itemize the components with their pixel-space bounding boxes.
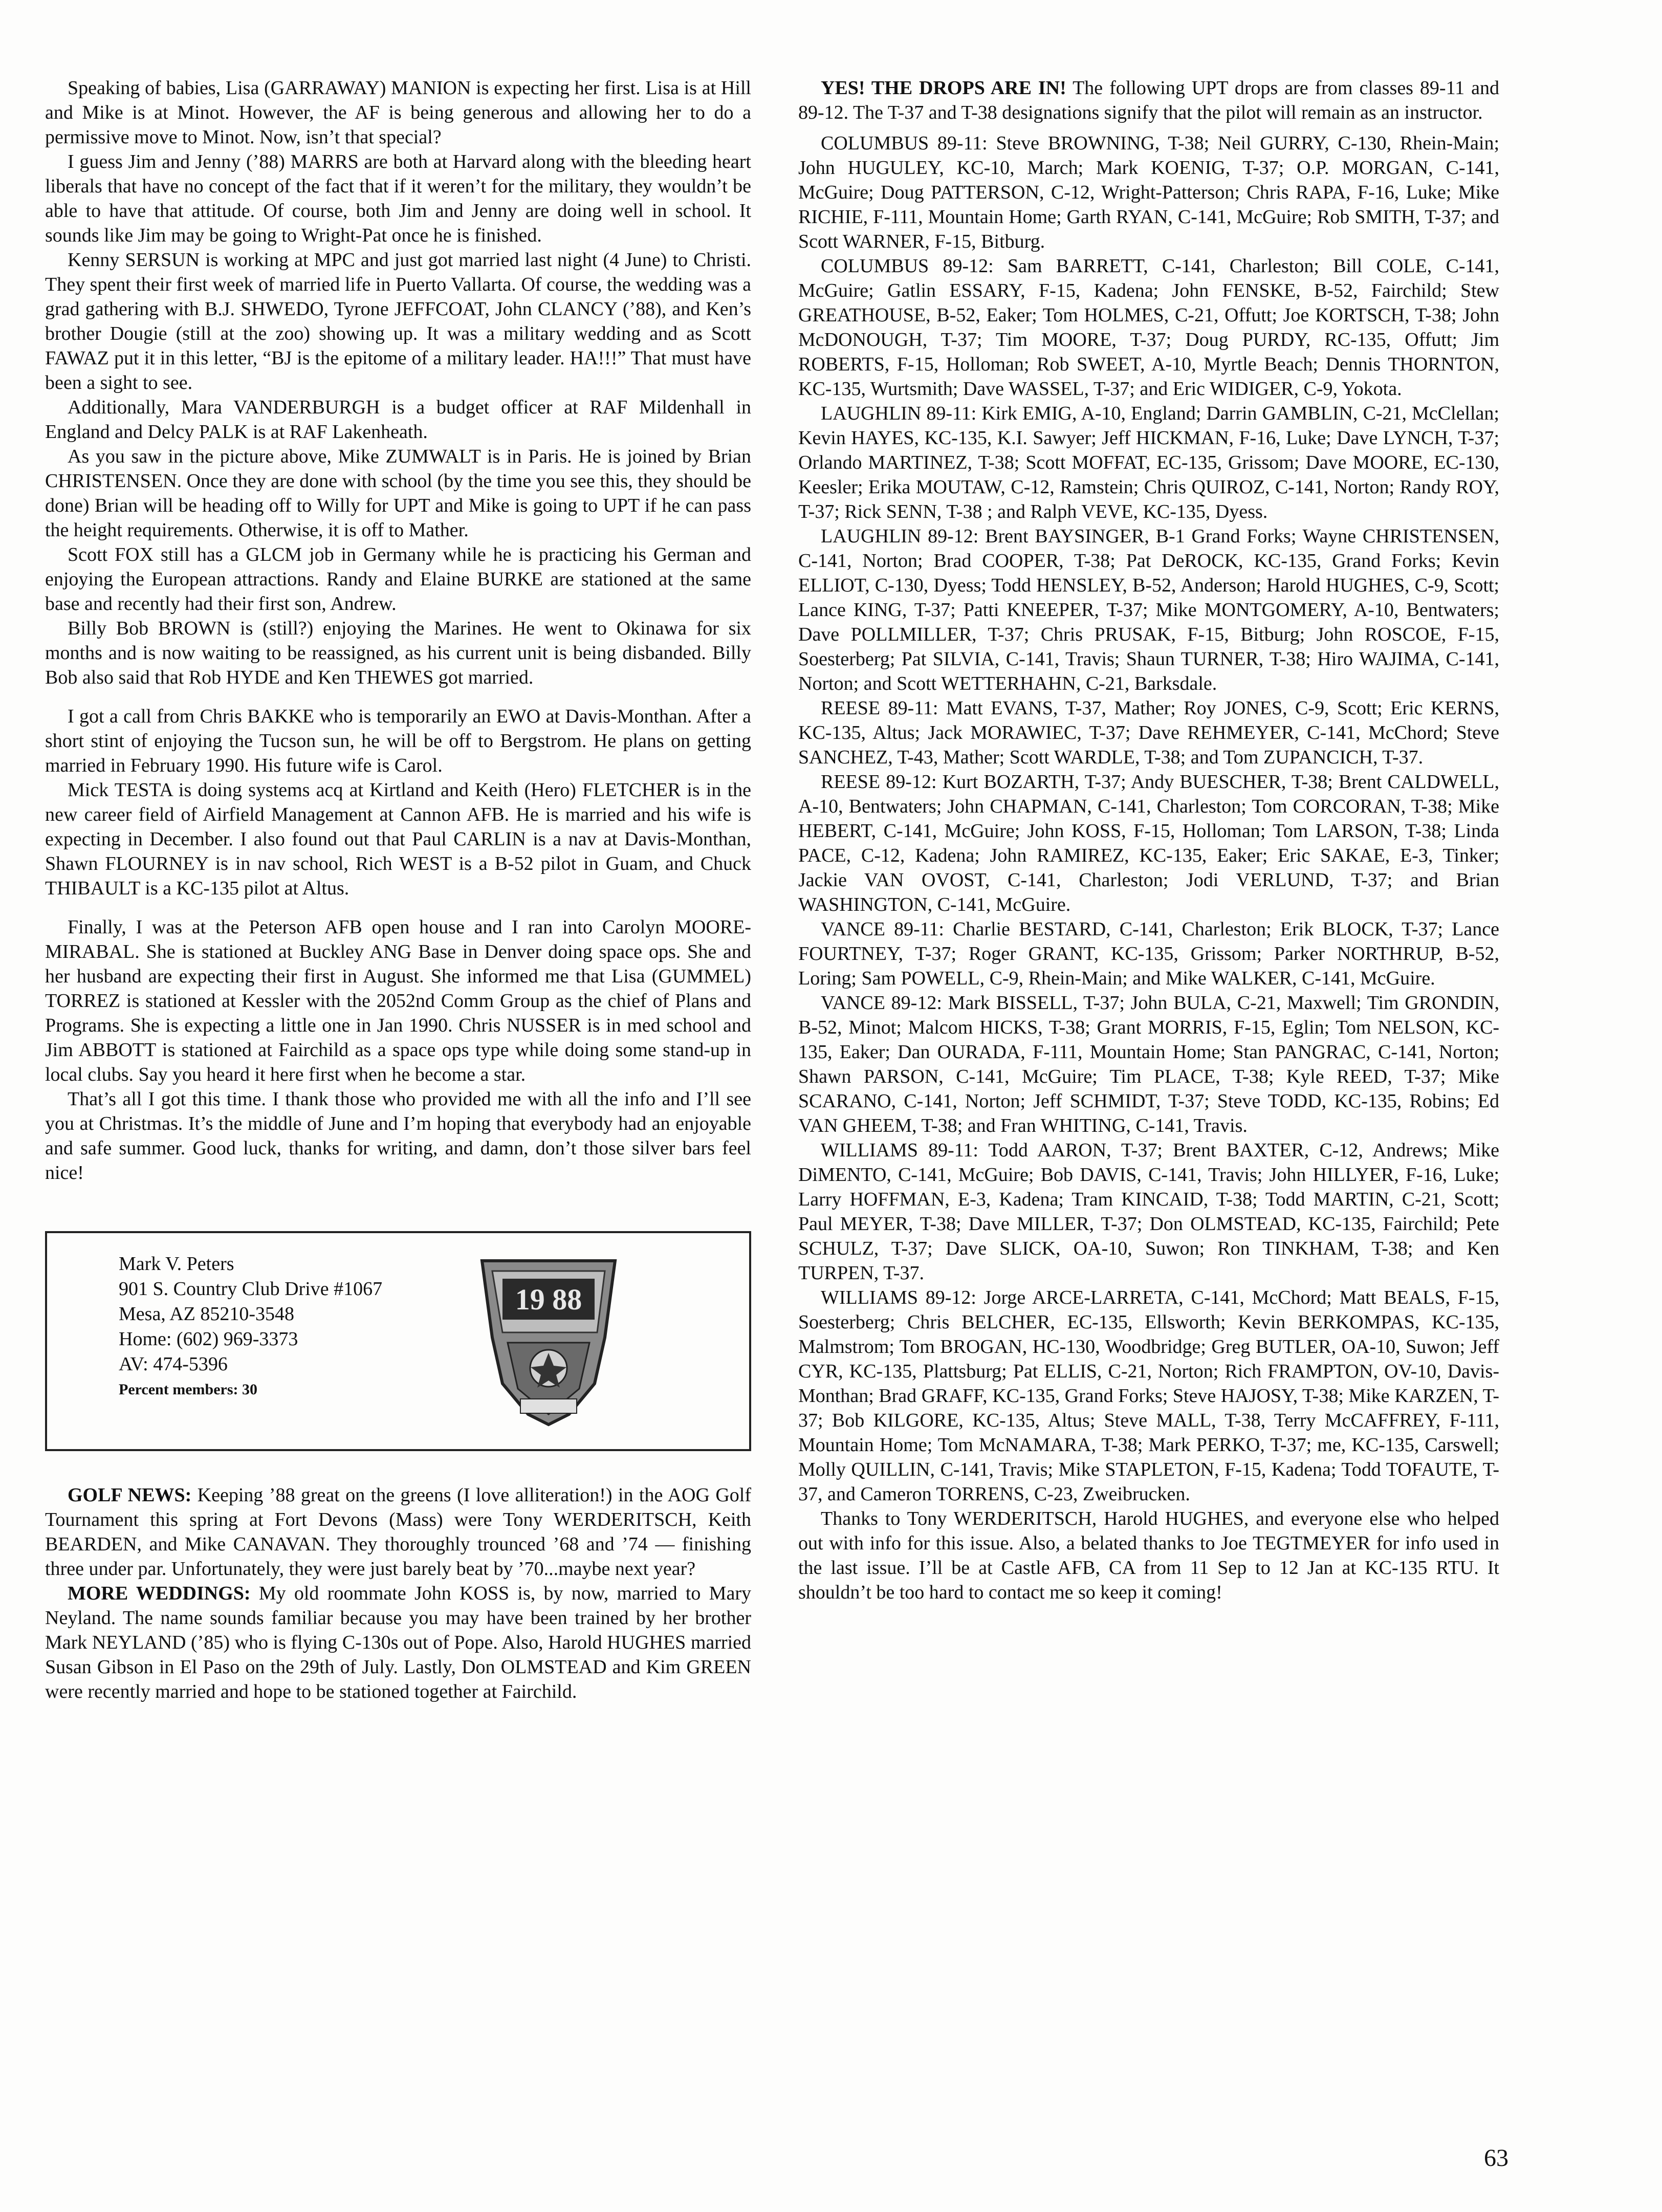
more-weddings-heading: MORE WEDDINGS: xyxy=(68,1583,251,1604)
page-number: 63 xyxy=(1484,2144,1508,2172)
more-weddings-text: My old roommate John KOSS is, by now, married to Mary Neyland. The name sounds familiar because you may have been trained by her brother Mark NEYLAND (’85) who is flying C-130s out of Pope. Also, Harold HUGHES married Susan Gibson in El Paso on the 29th of July. Lastly, Don OLMSTEAD and Kim GREEN were recently married and hope to be stationed together at Fairchild. xyxy=(45,1583,751,1702)
drops-heading: YES! THE DROPS ARE IN! xyxy=(821,77,1066,99)
paragraph: Additionally, Mara VANDERBURGH is a budget officer at RAF Mildenhall in England and Delcy PALK is at RAF Lakenheath. xyxy=(45,397,751,443)
closing-thanks-paragraph: Thanks to Tony WERDERITSCH, Harold HUGHES, and everyone else who helped out with info for this issue. Also, a belated thanks to Joe TEGTMEYER for info used in the last issue. I’ll be at Castle AFB, CA from 11 Sep to 12 Jan at KC-135 RTU. It shouldn’t be too hard to contact me so keep it coming! xyxy=(798,1508,1499,1603)
crest-year-text: 19 88 xyxy=(515,1283,582,1316)
drops-intro-paragraph xyxy=(798,76,1499,125)
drops-list-williams-89-12: WILLIAMS 89-12: Jorge ARCE-LARRETA, C-141, McChord; Matt BEALS, F-15, Soesterberg; Chris BELCHER, EC-135, Ellsworth; Kevin BERKOMPAS, KC-135, Malmstrom; Tom BROGAN, HC-130, Woodbridge; Greg BUTLER, OA-10, Suwon; Jeff CYR, KC-135, Plattsburg; Pat ELLIS, C-21, Norton; Rich FRAMPTON, OV-10, Davis-Monthan; Brad GRAFF, KC-135, Grand Forks; Steve HAJOSY, T-38; Mike KARZEN, T-37; Bob KILGORE, KC-135, Altus; Steve MALL, T-38, Terry McCAFFREY, F-111, Mountain Home; Tom McNAMARA, T-38; Mark PERKO, T-37; me, KC-135, Carswell; Molly QUILLIN, C-141, Travis; Mike STAPLETON, F-15, Kadena; Todd TOFAUTE, T-37, and Cameron TORRENS, C-23, Zweibrucken. xyxy=(798,1287,1499,1505)
paragraph: Scott FOX still has a GLCM job in Germany while he is practicing his German and enjoying the European attractions. Randy and Elaine BURKE are stationed at the same base and recently had their first son, Andrew. xyxy=(45,544,751,615)
paragraph: That’s all I got this time. I thank those who provided me with all the info and I’ll see you at Christmas. It’s the middle of June and I’m hoping that everybody had an enjoyable and safe summer. Good luck, thanks for writing, and damn, don’t those silver bars feel nice! xyxy=(45,1088,751,1184)
paragraph: Speaking of babies, Lisa (GARRAWAY) MANION is expecting her first. Lisa is at Hill and Mike is at Minot. However, the AF is being generous and allowing her to do a permissive move to Minot. Now, isn’t that special? xyxy=(45,77,751,148)
contact-home-phone: Home: (602) 969-3373 xyxy=(119,1328,298,1350)
paragraph: I got a call from Chris BAKKE who is temporarily an EWO at Davis-Monthan. After a short stint of enjoying the Tucson sun, he will be off to Bergstrom. He plans on getting married in February 1990. His future wife is Carol. xyxy=(45,706,751,776)
contact-lines xyxy=(119,1252,382,1402)
class-crest-icon xyxy=(472,1251,625,1430)
drops-list-vance-89-11: VANCE 89-11: Charlie BESTARD, C-141, Charleston; Erik BLOCK, T-37; Lance FOURTNEY, T-37; Roger GRANT, KC-135, Grissom; Parker NORTHRUP, B-52, Loring; Sam POWELL, C-9, Rhein-Main; and Mike WALKER, C-141, McGuire. xyxy=(798,918,1499,989)
left-column xyxy=(45,76,751,1704)
paragraph: I guess Jim and Jenny (’88) MARRS are both at Harvard along with the bleeding heart liberals that have no concept of the fact that if it weren’t for the military, they wouldn’t be able to have that attitude. Of course, both Jim and Jenny are doing well in school. It sounds like Jim may be going to Wright-Pat once he is finished. xyxy=(45,151,751,246)
paragraph: Mick TESTA is doing systems acq at Kirtland and Keith (Hero) FLETCHER is in the new career field of Airfield Management at Cannon AFB. He is married and his wife is expecting in December. I also found out that Paul CARLIN is a nav at Davis-Monthan, Shawn FLOURNEY is in nav school, Rich WEST is a B-52 pilot in Guam, and Chuck THIBAULT is a KC-135 pilot at Altus. xyxy=(45,779,751,899)
golf-news-heading: GOLF NEWS: xyxy=(68,1484,192,1506)
contact-percent-members: Percent members: 30 xyxy=(119,1381,257,1398)
drops-list-columbus-89-11: COLUMBUS 89-11: Steve BROWNING, T-38; Neil GURRY, C-130, Rhein-Main; John HUGULEY, KC-10, March; Mark KOENIG, T-37; O.P. MORGAN, C-141, McGuire; Doug PATTERSON, C-12, Wright-Patterson; Chris RAPA, F-16, Luke; Mike RICHIE, F-111, Mountain Home; Garth RYAN, C-141, McGuire; Rob SMITH, T-37; and Scott WARNER, F-15, Bitburg. xyxy=(798,133,1499,252)
more-weddings-paragraph xyxy=(45,1581,751,1704)
paragraph: Billy Bob BROWN is (still?) enjoying the Marines. He went to Okinawa for six months and is now waiting to be reassigned, as his current unit is being disbanded. Billy Bob also said that Rob HYDE and Ken THEWES got married. xyxy=(45,618,751,688)
drops-list-reese-89-12: REESE 89-12: Kurt BOZARTH, T-37; Andy BUESCHER, T-38; Brent CALDWELL, A-10, Bentwaters; John CHAPMAN, C-141, Charleston; Tom CORCORAN, T-38; Mike HEBERT, C-141, McGuire; John KOSS, F-15, Holloman; Tom LARSON, T-38; Linda PACE, C-12, Kadena; John RAMIREZ, KC-135, Eaker; Eric SAKAE, E-3, Tinker; Jackie VAN OVOST, C-141, Charleston; Jodi VERLUND, T-37; and Brian WASHINGTON, C-141, McGuire. xyxy=(798,771,1499,915)
paragraph: As you saw in the picture above, Mike ZUMWALT is in Paris. He is joined by Brian CHRISTENSEN. Once they are done with school (by the time you see this, they should be done) Brian will be heading off to Willy for UPT and Mike is going to UPT if he can pass the height requirements. Otherwise, it is off to Mather. xyxy=(45,446,751,541)
paragraph: Finally, I was at the Peterson AFB open house and I ran into Carolyn MOORE-MIRABAL. She is stationed at Buckley ANG Base in Denver doing space ops. She and her husband are expecting their first in August. She informed me that Lisa (GUMMEL) TORREZ is stationed at Kessler with the 2052nd Comm Group as the chief of Plans and Programs. She is expecting a little one in Jan 1990. Chris NUSSER is in med school and Jim ABBOTT is stationed at Fairchild as a space ops type while doing some stand-up in local clubs. Say you heard it here first when he become a star. xyxy=(45,916,751,1085)
paragraph: Kenny SERSUN is working at MPC and just got married last night (4 June) to Christi. They spent their first week of married life in Puerto Vallarta. Of course, the wedding was a grad gathering with B.J. SHWEDO, Tyrone JEFFCOAT, John CLANCY (’88), and Ken’s brother Dougie (still at the zoo) showing up. It was a military wedding and as Scott FAWAZ put it in this letter, “BJ is the epitome of a military leader. HA!!!” That must have been a sight to see. xyxy=(45,249,751,393)
contact-name: Mark V. Peters xyxy=(119,1253,234,1275)
golf-news-paragraph xyxy=(45,1483,751,1581)
right-column xyxy=(798,76,1499,1605)
drops-intro-text: The following UPT drops are from classes 89-11 and 89-12. The T-37 and T-38 designations signify that the pilot will remain as an instructor. xyxy=(798,77,1499,123)
drops-list-vance-89-12: VANCE 89-12: Mark BISSELL, T-37; John BULA, C-21, Maxwell; Tim GRONDIN, B-52, Minot; Malcom HICKS, T-38; Grant MORRIS, F-15, Eglin; Tom NELSON, KC-135, Eaker; Dan OURADA, F-111, Mountain Home; Stan PANGRAC, C-141, Norton; Shawn PARSON, C-141, McGuire; Tim PLACE, T-38; Kyle REED, T-37; Mike SCARANO, C-141, Norton; Jeff SCHMIDT, T-37; Steve TODD, KC-135, Robins; Ed VAN GHEEM, T-38; and Fran WHITING, C-141, Travis. xyxy=(798,992,1499,1136)
drops-list-laughlin-89-11: LAUGHLIN 89-11: Kirk EMIG, A-10, England; Darrin GAMBLIN, C-21, McClellan; Kevin HAYES, KC-135, K.I. Sawyer; Jeff HICKMAN, F-16, Luke; Dave LYNCH, T-37; Orlando MARTINEZ, T-38; Scott MOFFAT, EC-135, Grissom; Dave MOORE, EC-130, Keesler; Erika MOUTAW, C-12, Ramstein; Chris QUIROZ, C-141, Norton; Randy ROY, T-37; Rick SENN, T-38 ; and Ralph VEVE, KC-135, Dyess. xyxy=(798,403,1499,522)
golf-news-text: Keeping ’88 great on the greens (I love alliteration!) in the AOG Golf Tournament this spring at Fort Devons (Mass) were Tony WERDERITSCH, Keith BEARDEN, and Mike CANAVAN. They thoroughly trounced ’68 and ’74 — finishing three under par. Unfortunately, they were just barely beat by ’70...maybe next year? xyxy=(45,1484,752,1580)
drops-list-columbus-89-12: COLUMBUS 89-12: Sam BARRETT, C-141, Charleston; Bill COLE, C-141, McGuire; Gatlin ESSARY, F-15, Kadena; John FENSKE, B-52, Fairchild; Stew GREATHOUSE, B-52, Eaker; Tom HOLMES, C-21, Offutt; Joe KORTSCH, T-38; John McDONOUGH, T-37; Tim MOORE, T-37; Doug PURDY, RC-135, Offutt; Jim ROBERTS, F-15, Holloman; Rob SWEET, A-10, Myrtle Beach; Dennis THORNTON, KC-135, Wurtsmith; Dave WASSEL, T-37; and Eric WIDIGER, C-9, Yokota. xyxy=(798,255,1499,400)
contact-av-phone: AV: 474-5396 xyxy=(119,1353,228,1375)
contact-city: Mesa, AZ 85210-3548 xyxy=(119,1303,295,1325)
contact-address: 901 S. Country Club Drive #1067 xyxy=(119,1278,383,1300)
contact-box xyxy=(45,1231,751,1451)
drops-list-williams-89-11: WILLIAMS 89-11: Todd AARON, T-37; Brent BAXTER, C-12, Andrews; Mike DiMENTO, C-141, McGuire; Bob DAVIS, C-141, Travis; John HILLYER, F-16, Luke; Larry HOFFMAN, E-3, Kadena; Tram KINCAID, T-38; Todd MARTIN, C-21, Scott; Paul MEYER, T-38; Dave MILLER, T-37; Don OLMSTEAD, KC-135, Fairchild; Pete SCHULZ, T-37; Dave SLICK, OA-10, Suwon; Ron TINKHAM, T-38; and Ken TURPEN, T-37. xyxy=(798,1140,1499,1284)
drops-list-reese-89-11: REESE 89-11: Matt EVANS, T-37, Mather; Roy JONES, C-9, Scott; Eric KERNS, KC-135, Altus; Jack MORAWIEC, T-37; Dave REHMEYER, C-141, McChord; Steve SANCHEZ, T-43, Mather; Scott WARDLE, T-38; and Tom ZUPANCICH, T-37. xyxy=(798,697,1499,768)
drops-list-laughlin-89-12: LAUGHLIN 89-12: Brent BAYSINGER, B-1 Grand Forks; Wayne CHRISTENSEN, C-141, Norton; Brad COOPER, T-38; Pat DeROCK, KC-135, Grand Forks; Kevin ELLIOT, C-130, Dyess; Todd HENSLEY, B-52, Anderson; Harold HUGHES, C-9, Scott; Lance KING, T-37; Patti KNEEPER, T-37; Mike MONTGOMERY, A-10, Bentwaters; Dave POLLMILLER, T-37; Chris PRUSAK, F-15, Bitburg; John ROSCOE, F-15, Soesterberg; Pat SILVIA, C-141, Travis; Shaun TURNER, T-38; Hiro WAJIMA, C-141, Norton; and Scott WETTERHAHN, C-21, Barksdale. xyxy=(798,525,1499,694)
